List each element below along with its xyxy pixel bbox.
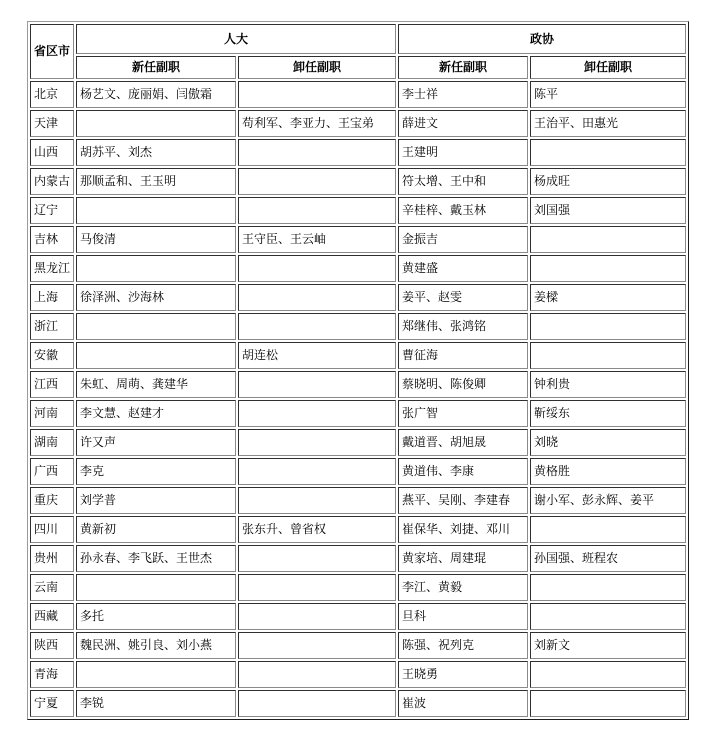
- rd-out-cell: [238, 458, 396, 485]
- province-cell: 山西: [30, 139, 74, 166]
- zx-new-cell: 黄建盛: [398, 255, 528, 282]
- zx-out-cell: [530, 313, 686, 340]
- province-cell: 河南: [30, 400, 74, 427]
- province-cell: 青海: [30, 661, 74, 688]
- rd-new-cell: 马俊清: [76, 226, 236, 253]
- zx-new-cell: 陈强、祝列克: [398, 632, 528, 659]
- province-cell: 江西: [30, 371, 74, 398]
- table-row: [30, 139, 686, 166]
- table-row: [30, 342, 686, 369]
- appointments-table: [27, 21, 689, 720]
- province-cell: 西藏: [30, 603, 74, 630]
- zx-new-cell: 崔保华、刘捷、邓川: [398, 516, 528, 543]
- column-header-rd-new-deputies: 新任副职: [76, 56, 236, 79]
- zx-new-cell: 崔波: [398, 690, 528, 717]
- zx-out-cell: [530, 516, 686, 543]
- zx-new-cell: 王建明: [398, 139, 528, 166]
- zx-new-cell: 旦科: [398, 603, 528, 630]
- rd-out-cell: [238, 139, 396, 166]
- rd-out-cell: [238, 284, 396, 311]
- zx-out-cell: 刘国强: [530, 197, 686, 224]
- table-row: [30, 255, 686, 282]
- rd-out-cell: [238, 197, 396, 224]
- table-row: [30, 371, 686, 398]
- rd-new-cell: [76, 574, 236, 601]
- header-row-subcolumns: [30, 56, 686, 79]
- rd-out-cell: 胡连松: [238, 342, 396, 369]
- rd-new-cell: [76, 197, 236, 224]
- zx-out-cell: 钟利贵: [530, 371, 686, 398]
- rd-out-cell: [238, 429, 396, 456]
- zx-out-cell: 姜樑: [530, 284, 686, 311]
- table-row: [30, 516, 686, 543]
- rd-out-cell: [238, 487, 396, 514]
- rd-out-cell: [238, 603, 396, 630]
- zx-new-cell: 郑继伟、张鸿铭: [398, 313, 528, 340]
- rd-new-cell: 孙永春、李飞跃、王世杰: [76, 545, 236, 572]
- rd-out-cell: [238, 255, 396, 282]
- rd-new-cell: [76, 110, 236, 137]
- rd-new-cell: 胡苏平、刘杰: [76, 139, 236, 166]
- table-row: [30, 632, 686, 659]
- rd-out-cell: [238, 545, 396, 572]
- province-cell: 北京: [30, 81, 74, 108]
- table-row: [30, 545, 686, 572]
- province-cell: 内蒙古: [30, 168, 74, 195]
- rd-out-cell: 张东升、曾省权: [238, 516, 396, 543]
- rd-new-cell: 李克: [76, 458, 236, 485]
- zx-out-cell: 孙国强、班程农: [530, 545, 686, 572]
- zx-new-cell: 姜平、赵雯: [398, 284, 528, 311]
- zx-new-cell: 张广智: [398, 400, 528, 427]
- table-row: [30, 603, 686, 630]
- zx-new-cell: 王晓勇: [398, 661, 528, 688]
- table-row: [30, 400, 686, 427]
- zx-new-cell: 李士祥: [398, 81, 528, 108]
- table-row: [30, 661, 686, 688]
- zx-new-cell: 蔡晓明、陈俊卿: [398, 371, 528, 398]
- zx-out-cell: 刘新文: [530, 632, 686, 659]
- rd-new-cell: 徐泽洲、沙海林: [76, 284, 236, 311]
- table-row: [30, 110, 686, 137]
- province-cell: 上海: [30, 284, 74, 311]
- province-cell: 广西: [30, 458, 74, 485]
- zx-out-cell: 陈平: [530, 81, 686, 108]
- rd-out-cell: 王守臣、王云岫: [238, 226, 396, 253]
- table-row: [30, 574, 686, 601]
- table-row: [30, 690, 686, 717]
- rd-new-cell: 多托: [76, 603, 236, 630]
- zx-out-cell: [530, 139, 686, 166]
- table-row: [30, 284, 686, 311]
- zx-new-cell: 薛进文: [398, 110, 528, 137]
- table-row: [30, 458, 686, 485]
- zx-out-cell: [530, 226, 686, 253]
- province-cell: 浙江: [30, 313, 74, 340]
- column-header-zx-outgoing-deputies: 卸任副职: [530, 56, 686, 79]
- rd-new-cell: 朱虹、周萌、龚建华: [76, 371, 236, 398]
- rd-new-cell: 黄新初: [76, 516, 236, 543]
- zx-out-cell: [530, 690, 686, 717]
- header-row-groups: [30, 24, 686, 54]
- province-cell: 云南: [30, 574, 74, 601]
- table-row: [30, 81, 686, 108]
- zx-new-cell: 金振吉: [398, 226, 528, 253]
- rd-out-cell: [238, 400, 396, 427]
- rd-out-cell: [238, 81, 396, 108]
- province-cell: 贵州: [30, 545, 74, 572]
- zx-out-cell: 刘晓: [530, 429, 686, 456]
- table-row: [30, 429, 686, 456]
- rd-new-cell: 李文慧、赵建才: [76, 400, 236, 427]
- rd-new-cell: 那顺孟和、王玉明: [76, 168, 236, 195]
- rd-out-cell: [238, 690, 396, 717]
- zx-out-cell: [530, 342, 686, 369]
- province-cell: 吉林: [30, 226, 74, 253]
- province-cell: 重庆: [30, 487, 74, 514]
- column-group-header-peoples-congress: 人大: [76, 24, 396, 54]
- rd-new-cell: 李锐: [76, 690, 236, 717]
- column-header-province: 省区市: [30, 24, 74, 79]
- zx-out-cell: 杨成旺: [530, 168, 686, 195]
- rd-out-cell: [238, 371, 396, 398]
- rd-new-cell: [76, 661, 236, 688]
- rd-out-cell: [238, 574, 396, 601]
- zx-out-cell: 王治平、田惠光: [530, 110, 686, 137]
- zx-out-cell: 黄格胜: [530, 458, 686, 485]
- zx-out-cell: [530, 574, 686, 601]
- table-row: [30, 226, 686, 253]
- zx-new-cell: 曹征海: [398, 342, 528, 369]
- zx-new-cell: 辛桂梓、戴玉林: [398, 197, 528, 224]
- province-cell: 安徽: [30, 342, 74, 369]
- rd-out-cell: [238, 661, 396, 688]
- table-row: [30, 487, 686, 514]
- column-header-zx-new-deputies: 新任副职: [398, 56, 528, 79]
- province-cell: 天津: [30, 110, 74, 137]
- province-cell: 四川: [30, 516, 74, 543]
- zx-new-cell: 李江、黄毅: [398, 574, 528, 601]
- zx-out-cell: 谢小军、彭永辉、姜平: [530, 487, 686, 514]
- table-row: [30, 197, 686, 224]
- rd-out-cell: [238, 632, 396, 659]
- column-header-rd-outgoing-deputies: 卸任副职: [238, 56, 396, 79]
- column-group-header-cppcc: 政协: [398, 24, 686, 54]
- rd-new-cell: 魏民洲、姚引良、刘小燕: [76, 632, 236, 659]
- rd-new-cell: [76, 342, 236, 369]
- table-body: [30, 81, 686, 717]
- rd-new-cell: [76, 255, 236, 282]
- province-cell: 黑龙江: [30, 255, 74, 282]
- zx-new-cell: 戴道晋、胡旭晟: [398, 429, 528, 456]
- zx-out-cell: [530, 661, 686, 688]
- table-row: [30, 168, 686, 195]
- table-row: [30, 313, 686, 340]
- province-cell: 湖南: [30, 429, 74, 456]
- rd-new-cell: 杨艺文、庞丽娟、闫傲霜: [76, 81, 236, 108]
- zx-out-cell: [530, 255, 686, 282]
- rd-new-cell: 许又声: [76, 429, 236, 456]
- province-cell: 宁夏: [30, 690, 74, 717]
- zx-new-cell: 黄家培、周建琨: [398, 545, 528, 572]
- province-cell: 辽宁: [30, 197, 74, 224]
- rd-out-cell: [238, 313, 396, 340]
- zx-new-cell: 符太增、王中和: [398, 168, 528, 195]
- rd-new-cell: 刘学普: [76, 487, 236, 514]
- rd-out-cell: 苟利军、李亚力、王宝弟: [238, 110, 396, 137]
- province-cell: 陕西: [30, 632, 74, 659]
- rd-out-cell: [238, 168, 396, 195]
- zx-out-cell: 靳绥东: [530, 400, 686, 427]
- zx-new-cell: 黄道伟、李康: [398, 458, 528, 485]
- rd-new-cell: [76, 313, 236, 340]
- zx-new-cell: 燕平、吴刚、李建春: [398, 487, 528, 514]
- zx-out-cell: [530, 603, 686, 630]
